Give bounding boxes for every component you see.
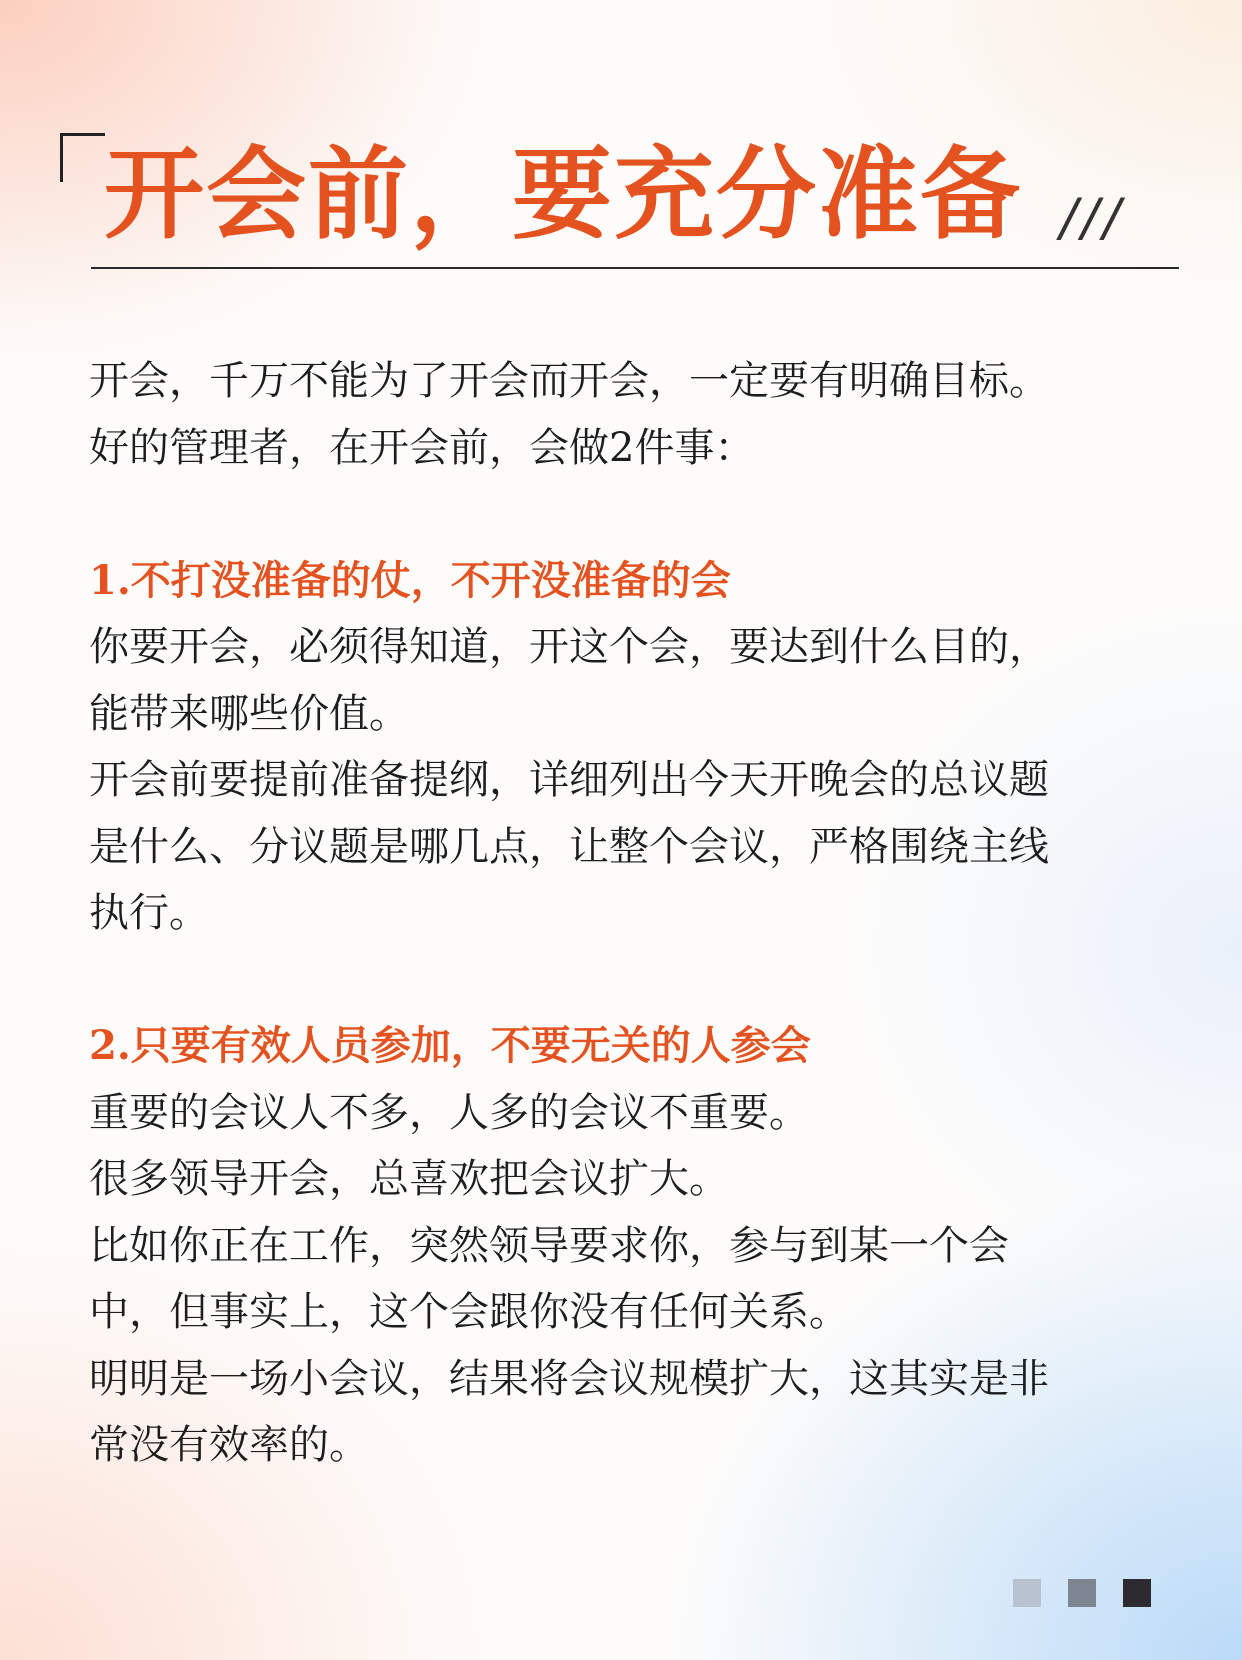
body-line: 常没有效率的。 [89, 1422, 369, 1468]
title-underline [91, 267, 1179, 269]
paragraph-spacer [89, 947, 1179, 1014]
body-line: 开会，千万不能为了开会而开会，一定要有明确目标。 [89, 358, 1049, 404]
body-line: 重要的会议人不多，人多的会议不重要。 [89, 1089, 809, 1136]
page-dot-3[interactable] [1123, 1579, 1151, 1607]
body-line: 执行。 [89, 890, 209, 936]
corner-bracket-decoration [60, 133, 105, 182]
page-dot-1[interactable] [1013, 1579, 1041, 1607]
body-line: 好的管理者，在开会前，会做2件事： [89, 424, 755, 471]
paragraph-spacer [89, 481, 1179, 548]
body-line: 是什么、分议题是哪几点，让整个会议，严格围绕主线 [89, 823, 1049, 870]
page-title: 开会前，要充分准备 [104, 135, 1022, 253]
body-line: 开会前要提前准备提纲，详细列出今天开晚会的总议题 [89, 757, 1049, 803]
page-dot-2[interactable] [1068, 1579, 1096, 1607]
body-line: 中，但事实上，这个会跟你没有任何关系。 [89, 1289, 849, 1335]
section-heading: 2.只要有效人员参加，不要无关的人参会 [89, 1022, 811, 1069]
body-line: 你要开会，必须得知道，开这个会，要达到什么目的， [89, 624, 1049, 670]
page-indicator [1013, 1579, 1151, 1607]
body-line: 比如你正在工作，突然领导要求你，参与到某一个会 [89, 1222, 1009, 1269]
body-line: 能带来哪些价值。 [89, 690, 409, 737]
body-line: 明明是一场小会议，结果将会议规模扩大，这其实是非 [89, 1355, 1049, 1402]
section-heading: 1.不打没准备的仗，不开没准备的会 [89, 556, 731, 604]
body-line: 很多领导开会，总喜欢把会议扩大。 [89, 1156, 729, 1202]
article-body [89, 348, 1179, 1479]
title-slash-decoration: /// [1060, 188, 1125, 248]
